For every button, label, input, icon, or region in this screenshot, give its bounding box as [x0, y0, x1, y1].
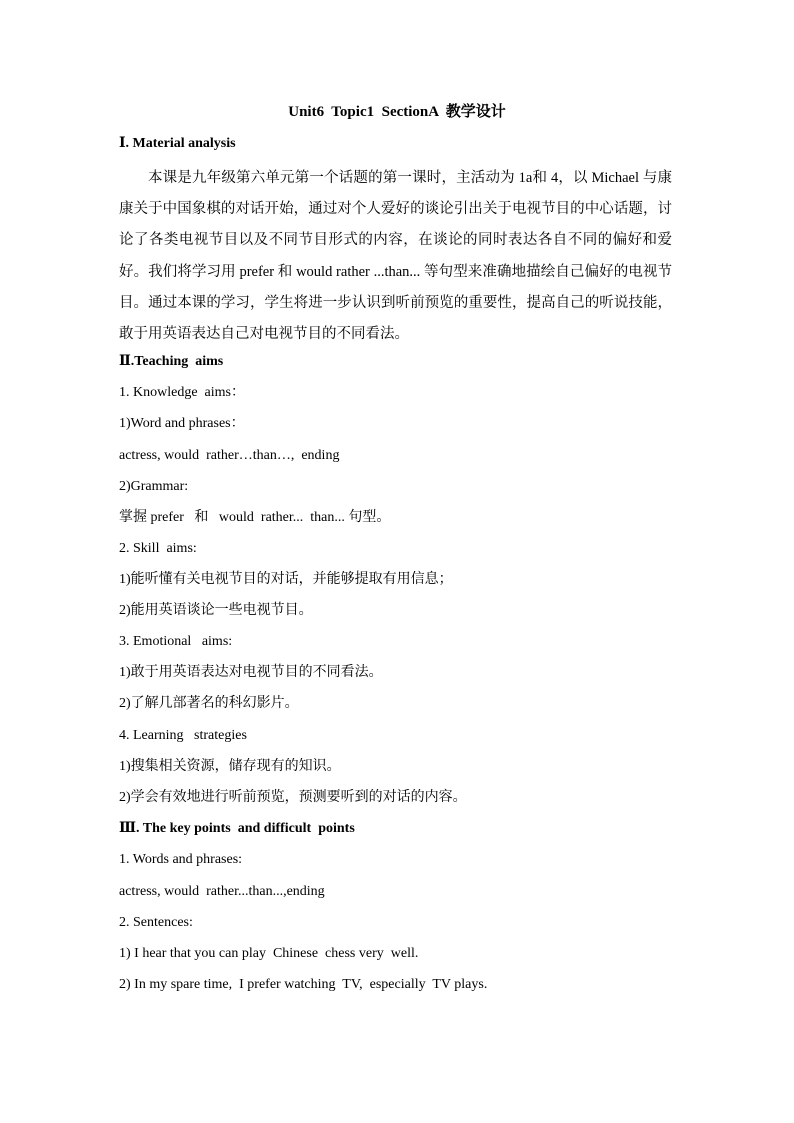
- text-line: 2. Skill aims:: [119, 541, 197, 556]
- text-line: 1. Knowledge aims：: [119, 385, 245, 400]
- text-line: 2)了解几部著名的科幻影片。: [119, 696, 299, 711]
- text-line: 1)Word and phrases：: [119, 416, 245, 431]
- text-line: 2)能用英语谈论一些电视节目。: [119, 603, 313, 618]
- text-line: 掌握 prefer 和 would rather... than... 句型。: [119, 510, 391, 525]
- heading-teaching-aims: Ⅱ.Teaching aims: [119, 354, 224, 369]
- document-title: Unit6 Topic1 SectionA 教学设计: [288, 104, 506, 120]
- text-line: 3. Emotional aims:: [119, 634, 233, 649]
- heading-key-points: Ⅲ. The key points and difficult points: [119, 821, 355, 836]
- text-line: 2)Grammar:: [119, 479, 189, 494]
- text-line: 1. Words and phrases:: [119, 852, 243, 867]
- material-analysis-paragraph: 本课是九年级第六单元第一个话题的第一课时，主活动为 1a和 4，以 Michael 与康康关于中国象棋的对话开始，通过对个人爱好的谈论引出关于电视节目的中心话题，讨论了各类电视节目以及不同节目形式的内容，在谈论的同时表达各自不同的偏好和爱好。我们将学习用 prefer 和 would rather ...than... 等句型来准确地描绘自己偏好的电视节目。通过本课的学习，学生将进一步认识到听前预览的重要性，提高自己的听说技能，敢于用英语表达自己对电视节目的不同看法。: [119, 170, 672, 343]
- text-line: 2)学会有效地进行听前预览，预测要听到的对话的内容。: [119, 790, 467, 805]
- text-line: 2. Sentences:: [119, 915, 193, 930]
- text-line: actress, would rather…than…, ending: [119, 448, 340, 463]
- text-line: 4. Learning strategies: [119, 728, 247, 743]
- text-line: 1) I hear that you can play Chinese chess very well.: [119, 946, 419, 961]
- text-line: 2) In my spare time, I prefer watching TV, especially TV plays.: [119, 977, 488, 992]
- text-line: 1)敢于用英语表达对电视节目的不同看法。: [119, 665, 383, 680]
- heading-material-analysis: Ⅰ. Material analysis: [119, 136, 236, 151]
- text-line: 1)搜集相关资源，储存现有的知识。: [119, 759, 341, 774]
- text-line: actress, would rather...than...,ending: [119, 884, 325, 899]
- text-line: 1)能听懂有关电视节目的对话，并能够提取有用信息；: [119, 572, 453, 587]
